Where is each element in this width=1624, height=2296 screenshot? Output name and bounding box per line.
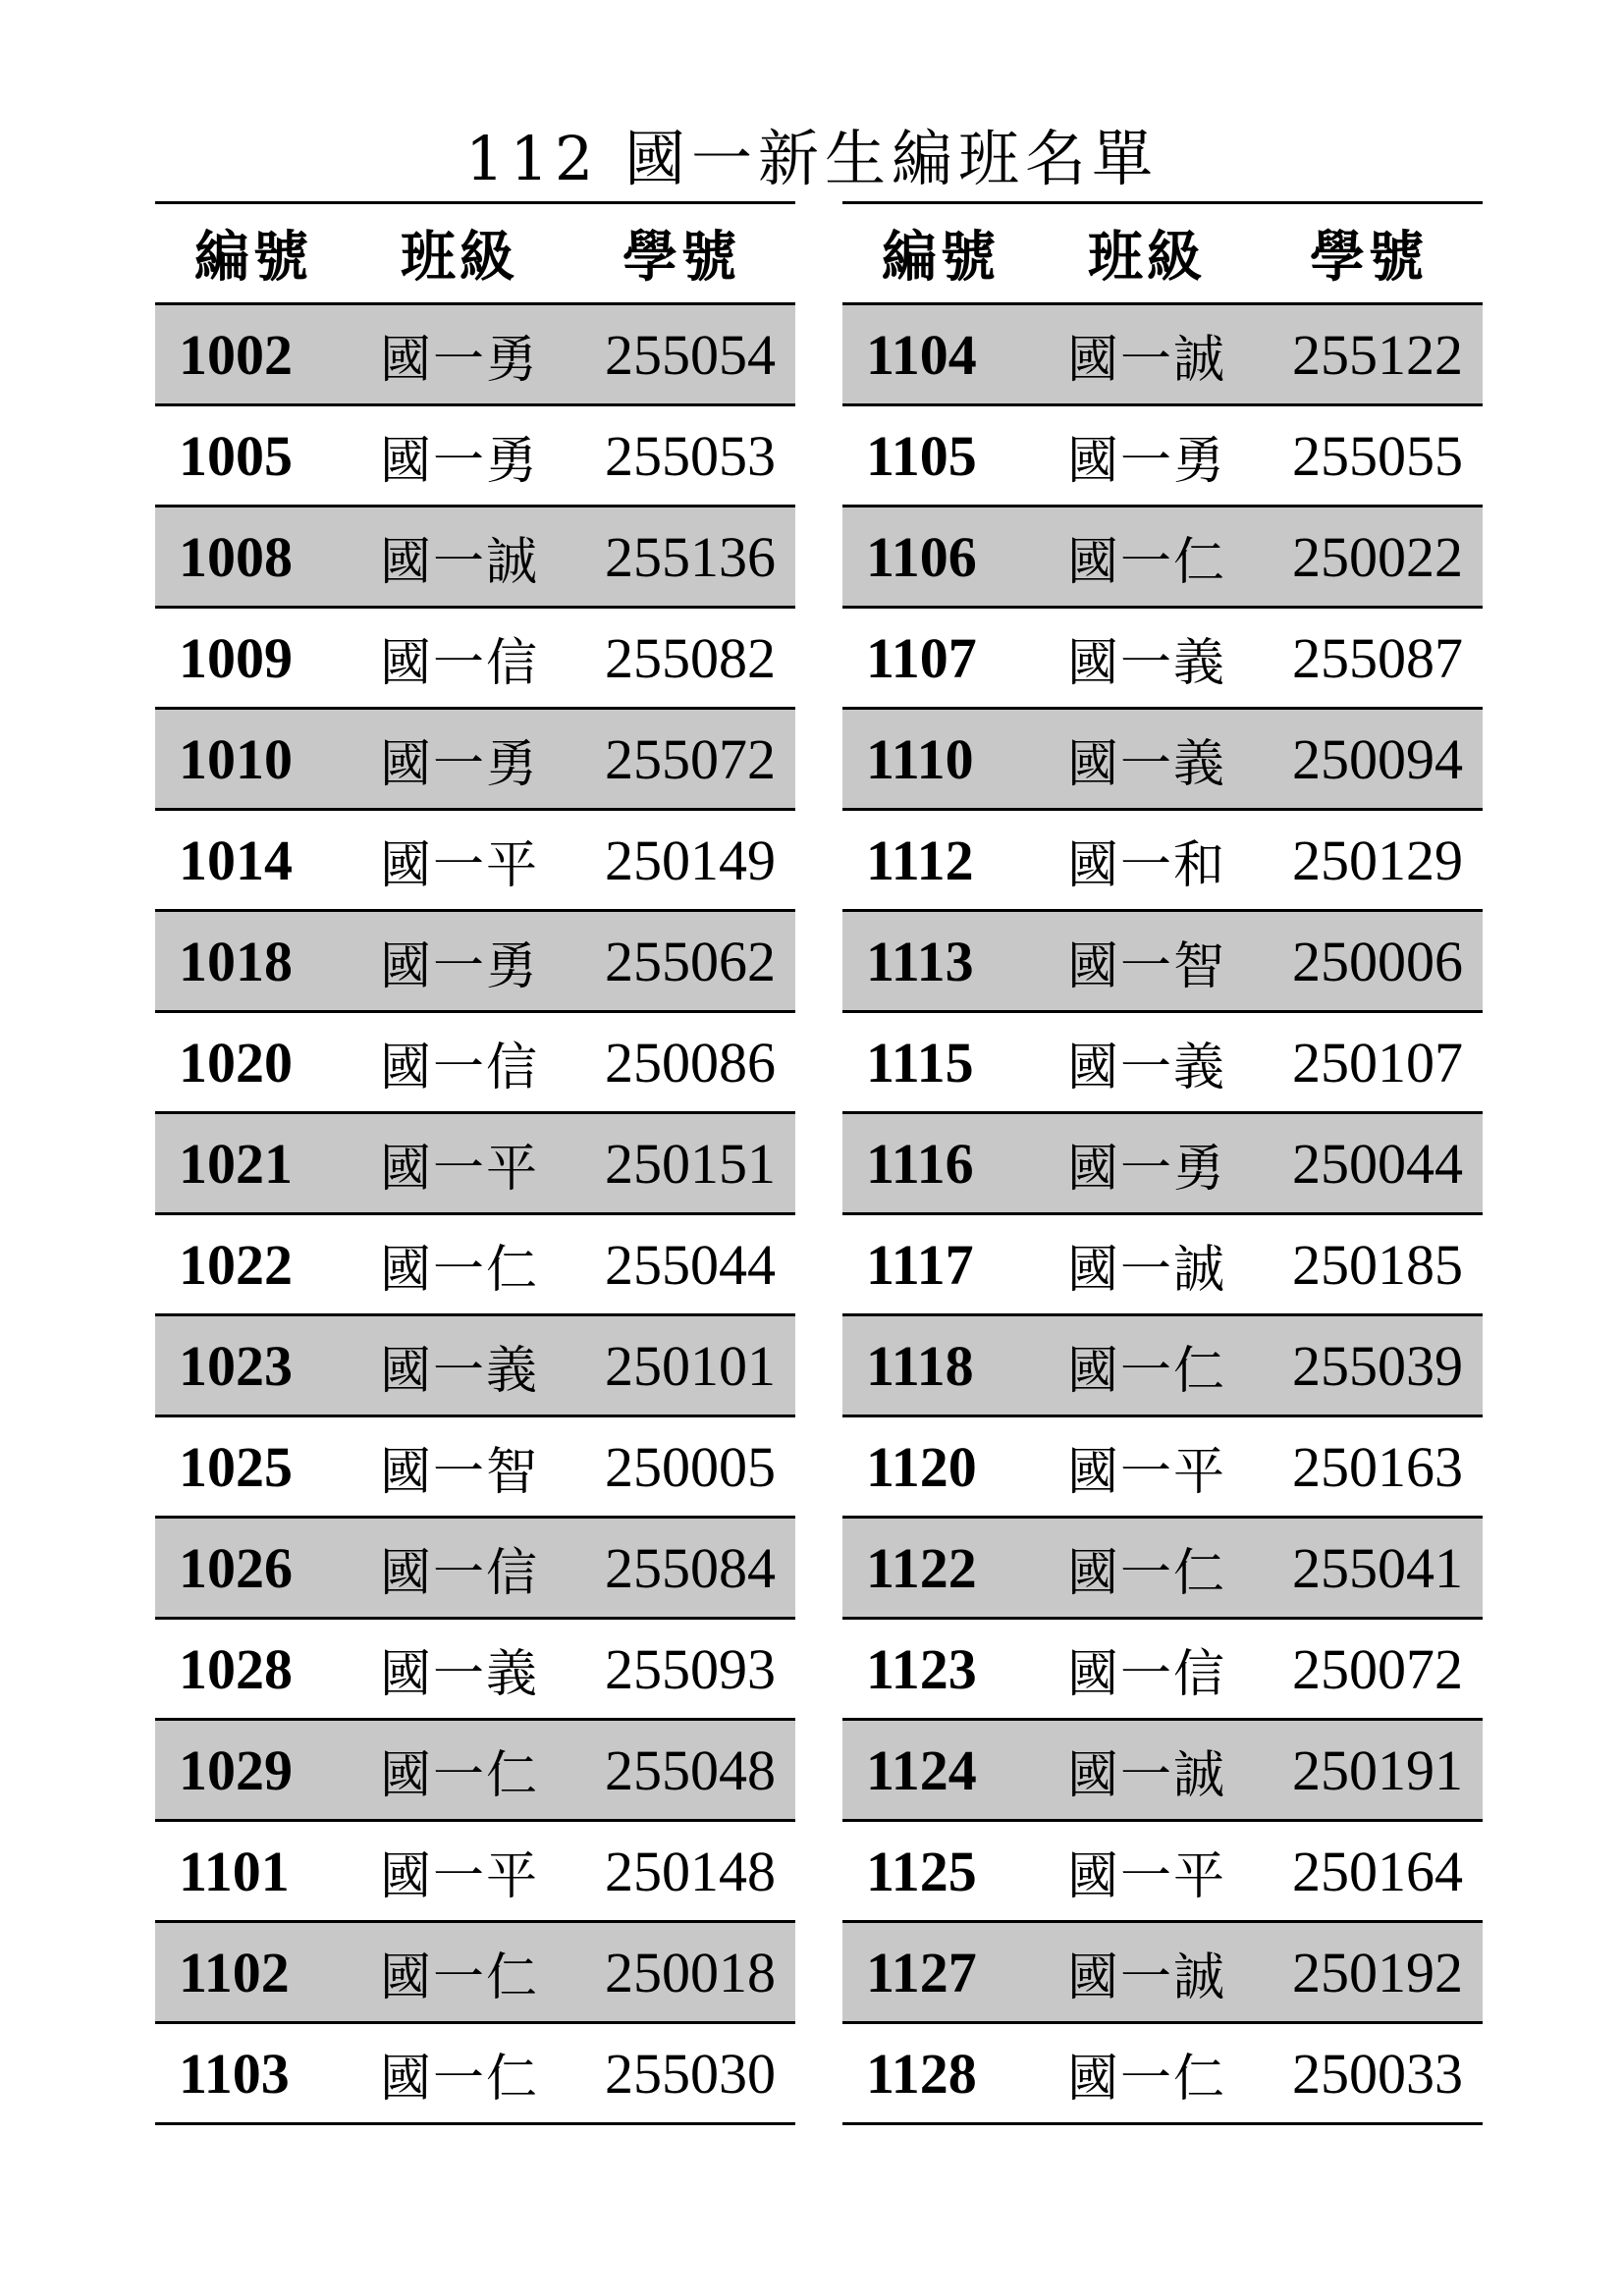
student-number-cell: 1107 (842, 608, 1039, 709)
student-id-cell: 250022 (1255, 507, 1483, 608)
table-row (842, 1416, 1483, 1518)
student-id-cell: 250148 (568, 1821, 795, 1922)
table-row (842, 911, 1483, 1012)
student-number-cell: 1127 (842, 1922, 1039, 2023)
class-name-cell: 國一平 (1039, 1821, 1255, 1922)
class-name-cell: 國一仁 (1039, 507, 1255, 608)
student-id-cell: 255062 (568, 911, 795, 1012)
class-name-cell: 國一仁 (352, 1720, 568, 1821)
student-id-cell: 255136 (568, 507, 795, 608)
student-id-cell: 250164 (1255, 1821, 1483, 1922)
student-id-cell: 255072 (568, 709, 795, 810)
header-number: 編號 (155, 203, 352, 304)
student-number-cell: 1026 (155, 1518, 352, 1619)
table-header-row (842, 203, 1483, 304)
student-id-cell: 250129 (1255, 810, 1483, 911)
table-header-row (155, 203, 795, 304)
class-name-cell: 國一勇 (352, 911, 568, 1012)
student-number-cell: 1105 (842, 405, 1039, 507)
class-name-cell: 國一信 (352, 1012, 568, 1113)
table-row (155, 1416, 795, 1518)
class-name-cell: 國一義 (352, 1315, 568, 1416)
table-row (842, 1012, 1483, 1113)
class-name-cell: 國一仁 (1039, 1518, 1255, 1619)
student-number-cell: 1104 (842, 304, 1039, 405)
table-row (842, 1922, 1483, 2023)
table-row (842, 1315, 1483, 1416)
student-number-cell: 1123 (842, 1619, 1039, 1720)
class-name-cell: 國一勇 (352, 304, 568, 405)
class-name-cell: 國一誠 (1039, 1922, 1255, 2023)
class-name-cell: 國一智 (1039, 911, 1255, 1012)
student-id-cell: 255093 (568, 1619, 795, 1720)
table-row (155, 1619, 795, 1720)
table-row (155, 1720, 795, 1821)
student-id-cell: 250072 (1255, 1619, 1483, 1720)
student-id-cell: 255048 (568, 1720, 795, 1821)
table-row (155, 810, 795, 911)
student-number-cell: 1118 (842, 1315, 1039, 1416)
table-row (842, 2023, 1483, 2124)
student-number-cell: 1029 (155, 1720, 352, 1821)
class-name-cell: 國一義 (1039, 608, 1255, 709)
student-id-cell: 255084 (568, 1518, 795, 1619)
student-id-cell: 250005 (568, 1416, 795, 1518)
class-name-cell: 國一義 (352, 1619, 568, 1720)
student-id-cell: 255122 (1255, 304, 1483, 405)
student-id-cell: 250094 (1255, 709, 1483, 810)
class-name-cell: 國一誠 (1039, 304, 1255, 405)
student-number-cell: 1028 (155, 1619, 352, 1720)
class-name-cell: 國一平 (1039, 1416, 1255, 1518)
table-row (155, 2023, 795, 2124)
student-id-cell: 250149 (568, 810, 795, 911)
class-name-cell: 國一仁 (1039, 2023, 1255, 2124)
student-id-cell: 250033 (1255, 2023, 1483, 2124)
table-row (155, 709, 795, 810)
class-name-cell: 國一勇 (352, 709, 568, 810)
table-row (842, 405, 1483, 507)
header-student-id: 學號 (568, 203, 795, 304)
table-row (842, 1113, 1483, 1214)
student-number-cell: 1101 (155, 1821, 352, 1922)
student-number-cell: 1122 (842, 1518, 1039, 1619)
student-number-cell: 1113 (842, 911, 1039, 1012)
class-name-cell: 國一勇 (352, 405, 568, 507)
class-name-cell: 國一義 (1039, 1012, 1255, 1113)
class-name-cell: 國一信 (1039, 1619, 1255, 1720)
class-name-cell: 國一信 (352, 1518, 568, 1619)
student-id-cell: 250163 (1255, 1416, 1483, 1518)
student-id-cell: 255041 (1255, 1518, 1483, 1619)
table-row (842, 1518, 1483, 1619)
student-number-cell: 1124 (842, 1720, 1039, 1821)
class-name-cell: 國一平 (352, 1821, 568, 1922)
table-row (155, 1113, 795, 1214)
table-row (155, 608, 795, 709)
student-id-cell: 255030 (568, 2023, 795, 2124)
table-row (155, 405, 795, 507)
header-class: 班級 (1039, 203, 1255, 304)
student-number-cell: 1018 (155, 911, 352, 1012)
table-row (842, 1821, 1483, 1922)
class-name-cell: 國一勇 (1039, 1113, 1255, 1214)
student-id-cell: 255044 (568, 1214, 795, 1315)
class-name-cell: 國一勇 (1039, 405, 1255, 507)
class-name-cell: 國一平 (352, 1113, 568, 1214)
table-row (155, 1214, 795, 1315)
student-number-cell: 1125 (842, 1821, 1039, 1922)
student-number-cell: 1117 (842, 1214, 1039, 1315)
class-name-cell: 國一仁 (352, 1922, 568, 2023)
table-row (842, 709, 1483, 810)
table-row (155, 1821, 795, 1922)
table-row (842, 810, 1483, 911)
student-number-cell: 1116 (842, 1113, 1039, 1214)
student-number-cell: 1023 (155, 1315, 352, 1416)
student-number-cell: 1025 (155, 1416, 352, 1518)
table-row (842, 304, 1483, 405)
student-id-cell: 250151 (568, 1113, 795, 1214)
student-number-cell: 1020 (155, 1012, 352, 1113)
page-title: 112 國一新生編班名單 (464, 123, 1160, 194)
student-number-cell: 1112 (842, 810, 1039, 911)
student-number-cell: 1014 (155, 810, 352, 911)
class-name-cell: 國一誠 (352, 507, 568, 608)
class-name-cell: 國一誠 (1039, 1720, 1255, 1821)
table-row (155, 1012, 795, 1113)
table-row (155, 1518, 795, 1619)
table-row (842, 608, 1483, 709)
student-id-cell: 255055 (1255, 405, 1483, 507)
class-name-cell: 國一平 (352, 810, 568, 911)
roster-table-left (155, 201, 795, 2125)
student-id-cell: 255053 (568, 405, 795, 507)
student-id-cell: 250192 (1255, 1922, 1483, 2023)
student-number-cell: 1021 (155, 1113, 352, 1214)
student-number-cell: 1120 (842, 1416, 1039, 1518)
student-number-cell: 1009 (155, 608, 352, 709)
student-number-cell: 1008 (155, 507, 352, 608)
student-id-cell: 250185 (1255, 1214, 1483, 1315)
class-name-cell: 國一誠 (1039, 1214, 1255, 1315)
student-number-cell: 1103 (155, 2023, 352, 2124)
student-id-cell: 255082 (568, 608, 795, 709)
student-number-cell: 1005 (155, 405, 352, 507)
class-name-cell: 國一仁 (352, 1214, 568, 1315)
class-name-cell: 國一和 (1039, 810, 1255, 911)
student-number-cell: 1110 (842, 709, 1039, 810)
class-name-cell: 國一義 (1039, 709, 1255, 810)
student-number-cell: 1102 (155, 1922, 352, 2023)
table-row (155, 1922, 795, 2023)
student-number-cell: 1002 (155, 304, 352, 405)
class-name-cell: 國一智 (352, 1416, 568, 1518)
header-student-id: 學號 (1255, 203, 1483, 304)
roster-table-right-body (842, 304, 1483, 2124)
class-name-cell: 國一仁 (1039, 1315, 1255, 1416)
student-id-cell: 255087 (1255, 608, 1483, 709)
header-class: 班級 (352, 203, 568, 304)
table-row (842, 507, 1483, 608)
table-row (155, 507, 795, 608)
class-name-cell: 國一信 (352, 608, 568, 709)
student-id-cell: 255054 (568, 304, 795, 405)
student-number-cell: 1128 (842, 2023, 1039, 2124)
table-row (842, 1720, 1483, 1821)
header-number: 編號 (842, 203, 1039, 304)
roster-table-right (842, 201, 1483, 2125)
class-name-cell: 國一仁 (352, 2023, 568, 2124)
student-number-cell: 1010 (155, 709, 352, 810)
student-id-cell: 250018 (568, 1922, 795, 2023)
table-row (155, 304, 795, 405)
table-row (842, 1619, 1483, 1720)
table-row (155, 911, 795, 1012)
student-id-cell: 255039 (1255, 1315, 1483, 1416)
student-number-cell: 1022 (155, 1214, 352, 1315)
student-id-cell: 250006 (1255, 911, 1483, 1012)
student-id-cell: 250191 (1255, 1720, 1483, 1821)
student-number-cell: 1106 (842, 507, 1039, 608)
student-number-cell: 1115 (842, 1012, 1039, 1113)
table-row (842, 1214, 1483, 1315)
roster-table-left-body (155, 304, 795, 2124)
student-id-cell: 250044 (1255, 1113, 1483, 1214)
student-id-cell: 250107 (1255, 1012, 1483, 1113)
student-id-cell: 250101 (568, 1315, 795, 1416)
student-id-cell: 250086 (568, 1012, 795, 1113)
table-row (155, 1315, 795, 1416)
